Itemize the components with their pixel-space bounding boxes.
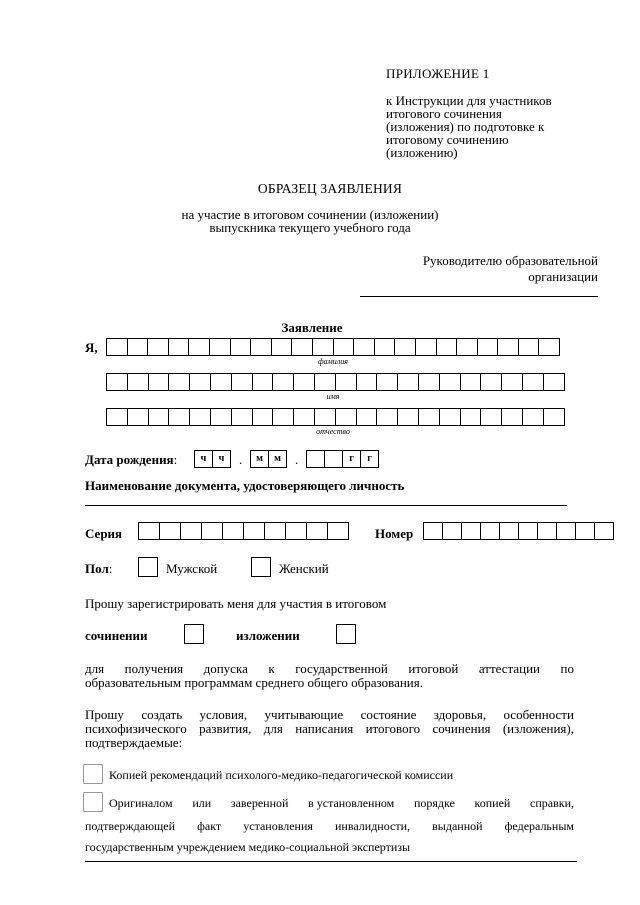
series-grid[interactable] bbox=[138, 522, 349, 540]
female-checkbox[interactable] bbox=[251, 557, 271, 577]
series-cell[interactable] bbox=[327, 522, 349, 540]
surname-cell[interactable] bbox=[333, 338, 355, 356]
birth-year-grid[interactable] bbox=[306, 450, 379, 468]
gender-label: Пол bbox=[85, 561, 109, 576]
surname-cell[interactable] bbox=[230, 338, 252, 356]
word: подтверждающей bbox=[85, 819, 176, 833]
exposition-checkbox[interactable] bbox=[336, 624, 356, 644]
number-cell[interactable] bbox=[537, 522, 557, 540]
word: порядке bbox=[413, 796, 455, 810]
pmpk-checkbox[interactable] bbox=[83, 764, 103, 784]
conditions-line-3: подтверждаемые: bbox=[85, 735, 183, 750]
series-cell[interactable] bbox=[138, 522, 160, 540]
appendix-line: (изложения) по подготовке к bbox=[386, 119, 545, 134]
surname-caption: фамилия bbox=[318, 357, 348, 366]
register-text: Прошу зарегистрировать меня для участия в итоговом bbox=[85, 596, 387, 611]
name-cell[interactable] bbox=[418, 373, 440, 391]
word: аттестации bbox=[478, 661, 541, 676]
word: справки, bbox=[530, 796, 574, 810]
word: итоговой bbox=[408, 661, 459, 676]
name-cell[interactable] bbox=[335, 373, 357, 391]
word: по bbox=[560, 661, 574, 676]
series-cell[interactable] bbox=[201, 522, 223, 540]
admission-line-1 bbox=[85, 662, 574, 676]
patronymic-cell[interactable] bbox=[501, 408, 523, 426]
surname-cell[interactable] bbox=[250, 338, 272, 356]
essay-label: сочинении bbox=[85, 628, 148, 643]
disability-line-2 bbox=[85, 819, 574, 834]
admission-paragraph bbox=[85, 662, 574, 690]
gender-label-row bbox=[85, 561, 112, 577]
word: для bbox=[85, 661, 105, 676]
appendix-instructions bbox=[386, 94, 606, 159]
series-cell[interactable] bbox=[159, 522, 181, 540]
subtitle-line: на участие в итоговом сочинении (изложении) bbox=[181, 207, 439, 222]
word: (изложения), bbox=[502, 721, 574, 736]
word: Оригиналом bbox=[109, 796, 173, 810]
number-cell[interactable] bbox=[461, 522, 481, 540]
admission-line-2: образовательным программам среднего общего образования. bbox=[85, 675, 423, 690]
word: государственной bbox=[295, 661, 388, 676]
patronymic-cell[interactable] bbox=[127, 408, 149, 426]
date-separator: . bbox=[239, 452, 243, 467]
word: выданной bbox=[432, 819, 483, 833]
surname-cell[interactable] bbox=[497, 338, 519, 356]
word: федеральным bbox=[504, 819, 574, 833]
surname-cell[interactable] bbox=[477, 338, 499, 356]
name-grid[interactable] bbox=[106, 373, 565, 391]
birth-date-label-row bbox=[85, 452, 177, 468]
number-cell[interactable] bbox=[518, 522, 538, 540]
word: сочинения bbox=[432, 721, 491, 736]
bottom-rule bbox=[85, 861, 577, 862]
surname-cell[interactable] bbox=[456, 338, 478, 356]
name-cell[interactable] bbox=[314, 373, 336, 391]
year-cell[interactable]: г bbox=[360, 450, 379, 468]
number-cell[interactable] bbox=[575, 522, 595, 540]
month-cell[interactable]: м bbox=[250, 450, 269, 468]
series-cell[interactable] bbox=[222, 522, 244, 540]
surname-cell[interactable] bbox=[147, 338, 169, 356]
subtitle bbox=[0, 208, 620, 234]
series-cell[interactable] bbox=[306, 522, 328, 540]
disability-line-1 bbox=[109, 796, 574, 811]
exposition-label: изложении bbox=[236, 628, 300, 643]
name-cell[interactable] bbox=[252, 373, 274, 391]
patronymic-caption: отчество bbox=[316, 427, 350, 436]
conditions-line-1 bbox=[85, 708, 574, 722]
document-label: Наименование документа, удостоверяющего личность bbox=[85, 478, 405, 493]
addressee-line: Руководителю образовательной bbox=[422, 253, 598, 268]
patronymic-cell[interactable] bbox=[460, 408, 482, 426]
patronymic-grid[interactable] bbox=[106, 408, 565, 426]
female-label: Женский bbox=[279, 561, 329, 576]
word: условия, bbox=[199, 707, 248, 722]
gender-colon: : bbox=[108, 561, 113, 576]
patronymic-cell[interactable] bbox=[522, 408, 544, 426]
patronymic-cell[interactable] bbox=[293, 408, 315, 426]
appendix-line: (изложению) bbox=[386, 145, 458, 160]
year-cell[interactable] bbox=[324, 450, 343, 468]
word: особенности bbox=[503, 707, 574, 722]
word: для bbox=[263, 721, 283, 736]
name-cell[interactable] bbox=[210, 373, 232, 391]
birth-date-colon: : bbox=[173, 452, 178, 467]
surname-cell[interactable] bbox=[353, 338, 375, 356]
surname-grid[interactable] bbox=[106, 338, 560, 356]
patronymic-cell[interactable] bbox=[314, 408, 336, 426]
surname-cell[interactable] bbox=[168, 338, 190, 356]
series-cell[interactable] bbox=[264, 522, 286, 540]
series-label: Серия bbox=[85, 526, 123, 541]
name-cell[interactable] bbox=[543, 373, 565, 391]
surname-cell[interactable] bbox=[209, 338, 231, 356]
number-cell[interactable] bbox=[499, 522, 519, 540]
word: заверенной bbox=[230, 796, 289, 810]
patronymic-cell[interactable] bbox=[189, 408, 211, 426]
patronymic-cell[interactable] bbox=[480, 408, 502, 426]
name-cell[interactable] bbox=[293, 373, 315, 391]
series-cell[interactable] bbox=[285, 522, 307, 540]
name-cell[interactable] bbox=[356, 373, 378, 391]
conditions-line-2 bbox=[85, 722, 574, 736]
patronymic-cell[interactable] bbox=[376, 408, 398, 426]
patronymic-cell[interactable] bbox=[272, 408, 294, 426]
patronymic-cell[interactable] bbox=[439, 408, 461, 426]
name-cell[interactable] bbox=[106, 373, 128, 391]
name-cell[interactable] bbox=[127, 373, 149, 391]
word: состояние bbox=[360, 707, 417, 722]
patronymic-cell[interactable] bbox=[356, 408, 378, 426]
name-cell[interactable] bbox=[168, 373, 190, 391]
word: Прошу bbox=[85, 707, 124, 722]
surname-cell[interactable] bbox=[312, 338, 334, 356]
name-caption: имя bbox=[326, 392, 340, 401]
word: допуска bbox=[203, 661, 248, 676]
male-label: Мужской bbox=[166, 561, 218, 576]
name-cell[interactable] bbox=[272, 373, 294, 391]
series-cell[interactable] bbox=[243, 522, 265, 540]
patronymic-cell[interactable] bbox=[397, 408, 419, 426]
patronymic-cell[interactable] bbox=[418, 408, 440, 426]
appendix-line: к Инструкции для участников bbox=[386, 93, 552, 108]
day-cell[interactable]: ч bbox=[212, 450, 231, 468]
appendix-line: итоговому сочинению bbox=[386, 132, 509, 147]
name-cell[interactable] bbox=[522, 373, 544, 391]
document-name-line[interactable] bbox=[85, 505, 567, 506]
number-cell[interactable] bbox=[480, 522, 500, 540]
pmpk-label: Копией рекомендаций психолого-медико-педагогической комиссии bbox=[109, 768, 454, 782]
word: развития, bbox=[199, 721, 252, 736]
surname-cell[interactable] bbox=[518, 338, 540, 356]
name-cell[interactable] bbox=[231, 373, 253, 391]
word: установления bbox=[243, 819, 313, 833]
patronymic-cell[interactable] bbox=[335, 408, 357, 426]
number-cell[interactable] bbox=[594, 522, 614, 540]
word: или bbox=[192, 796, 212, 810]
birth-day-grid[interactable] bbox=[194, 450, 231, 468]
subtitle-line: выпускника текущего учебного года bbox=[209, 220, 411, 235]
appendix-line: итогового сочинения bbox=[386, 106, 502, 121]
patronymic-cell[interactable] bbox=[252, 408, 274, 426]
name-cell[interactable] bbox=[397, 373, 419, 391]
year-cell[interactable] bbox=[306, 450, 325, 468]
word: в установленном bbox=[308, 796, 395, 810]
surname-cell[interactable] bbox=[271, 338, 293, 356]
number-cell[interactable] bbox=[442, 522, 462, 540]
word: психофизического bbox=[85, 721, 187, 736]
day-cell[interactable]: ч bbox=[194, 450, 213, 468]
disability-checkbox[interactable] bbox=[83, 792, 103, 812]
birth-date-label: Дата рождения bbox=[85, 452, 174, 467]
surname-cell[interactable] bbox=[415, 338, 437, 356]
number-cell[interactable] bbox=[423, 522, 443, 540]
name-cell[interactable] bbox=[439, 373, 461, 391]
birth-month-grid[interactable] bbox=[250, 450, 287, 468]
word: учитывающие bbox=[264, 707, 344, 722]
month-cell[interactable]: м bbox=[268, 450, 287, 468]
disability-line-3: государственным учреждением медико-социальной экспертизы bbox=[85, 840, 411, 854]
name-cell[interactable] bbox=[480, 373, 502, 391]
year-cell[interactable]: г bbox=[342, 450, 361, 468]
patronymic-cell[interactable] bbox=[148, 408, 170, 426]
word: копией bbox=[474, 796, 511, 810]
appendix-title: ПРИЛОЖЕНИЕ 1 bbox=[386, 66, 490, 81]
surname-cell[interactable] bbox=[538, 338, 560, 356]
name-cell[interactable] bbox=[501, 373, 523, 391]
conditions-paragraph bbox=[85, 708, 574, 750]
sample-title: ОБРАЗЕЦ ЗАЯВЛЕНИЯ bbox=[257, 181, 403, 196]
name-cell[interactable] bbox=[189, 373, 211, 391]
patronymic-cell[interactable] bbox=[168, 408, 190, 426]
number-cell[interactable] bbox=[556, 522, 576, 540]
addressee bbox=[423, 253, 598, 285]
male-checkbox[interactable] bbox=[138, 557, 158, 577]
word: к bbox=[268, 661, 275, 676]
number-label: Номер bbox=[375, 526, 414, 541]
patronymic-cell[interactable] bbox=[231, 408, 253, 426]
application-heading: Заявление bbox=[281, 320, 343, 335]
patronymic-cell[interactable] bbox=[210, 408, 232, 426]
addressee-name-line[interactable] bbox=[360, 296, 598, 297]
surname-cell[interactable] bbox=[291, 338, 313, 356]
word: здоровья, bbox=[433, 707, 487, 722]
number-grid[interactable] bbox=[423, 522, 614, 540]
name-prefix: Я, bbox=[85, 340, 98, 355]
patronymic-cell[interactable] bbox=[543, 408, 565, 426]
name-cell[interactable] bbox=[148, 373, 170, 391]
word: получения bbox=[124, 661, 184, 676]
word: итогового bbox=[365, 721, 421, 736]
name-cell[interactable] bbox=[376, 373, 398, 391]
surname-cell[interactable] bbox=[374, 338, 396, 356]
word: инвалидности, bbox=[335, 819, 411, 833]
word: написания bbox=[295, 721, 354, 736]
surname-cell[interactable] bbox=[394, 338, 416, 356]
surname-cell[interactable] bbox=[127, 338, 149, 356]
surname-cell[interactable] bbox=[106, 338, 128, 356]
date-separator: . bbox=[295, 452, 299, 467]
name-cell[interactable] bbox=[460, 373, 482, 391]
essay-checkbox[interactable] bbox=[184, 624, 204, 644]
word: факт bbox=[197, 819, 222, 833]
addressee-line: организации bbox=[528, 269, 598, 284]
word: создать bbox=[141, 707, 183, 722]
surname-cell[interactable] bbox=[188, 338, 210, 356]
series-cell[interactable] bbox=[180, 522, 202, 540]
surname-cell[interactable] bbox=[436, 338, 458, 356]
patronymic-cell[interactable] bbox=[106, 408, 128, 426]
